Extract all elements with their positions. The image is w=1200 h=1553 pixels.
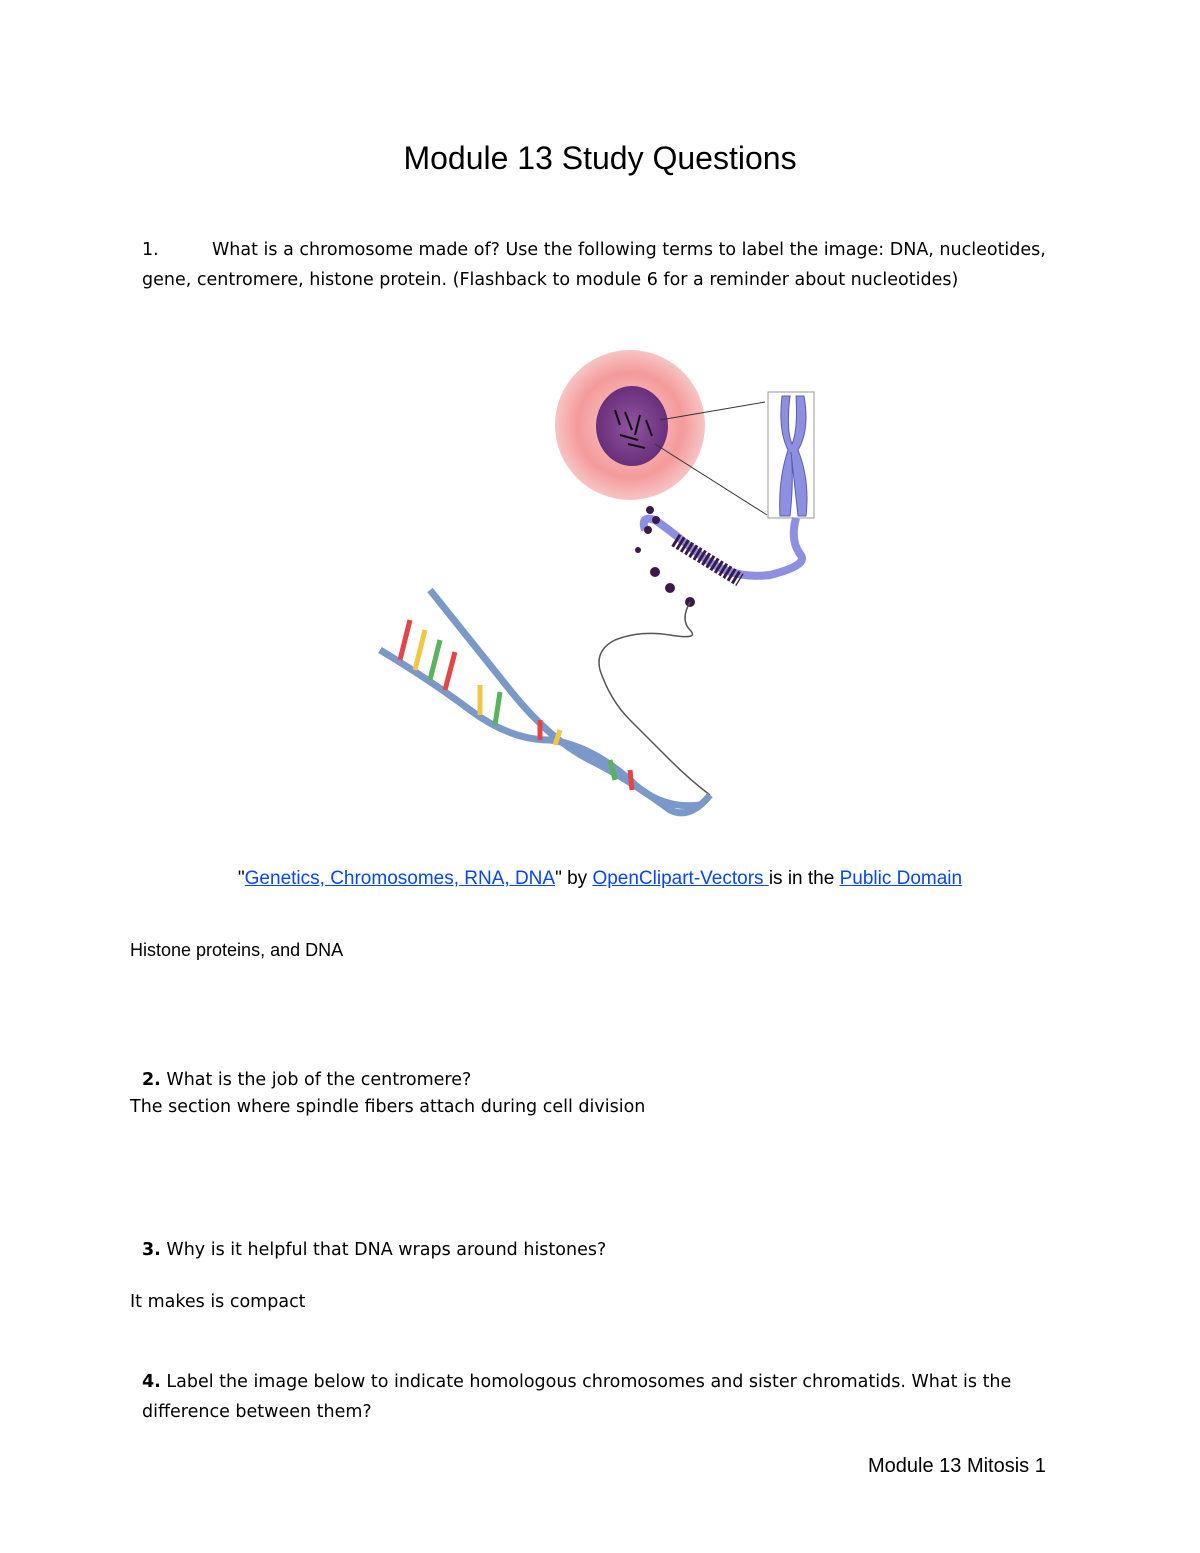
question-1-number: 1. bbox=[142, 240, 159, 260]
answer-1: Histone proteins, and DNA bbox=[130, 940, 344, 960]
question-2-text: What is the job of the centromere? bbox=[160, 1070, 472, 1090]
question-4 bbox=[142, 1367, 1062, 1427]
question-1 bbox=[142, 235, 1062, 295]
figure-caption bbox=[200, 866, 1000, 892]
page-footer: Module 13 Mitosis 1 bbox=[868, 1455, 1046, 1477]
caption-link-title[interactable]: Genetics, Chromosomes, RNA, DNA bbox=[244, 868, 556, 889]
chromosome-dna-figure bbox=[370, 340, 840, 840]
question-4-text: Label the image below to indicate homologous chromosomes and sister chromatids. What is the difference between them? bbox=[142, 1372, 1012, 1422]
caption-link-license[interactable]: Public Domain bbox=[839, 868, 963, 889]
chromosome-shape bbox=[780, 396, 807, 516]
caption-mid: is in the bbox=[768, 868, 840, 889]
nucleus-shape bbox=[596, 386, 668, 466]
question-1-text: What is a chromosome made of? Use the following terms to label the image: DNA, nucleotides, gene, centromere, histone protein. (Flashback to module 6 for a reminder about nucleotides) bbox=[142, 240, 1046, 290]
double-helix bbox=[380, 590, 710, 813]
page-title: Module 13 Study Questions bbox=[403, 140, 797, 176]
caption-by: " by bbox=[555, 868, 593, 889]
question-3 bbox=[142, 1235, 606, 1265]
caption-link-author[interactable]: OpenClipart-Vectors bbox=[592, 868, 769, 889]
question-3-text: Why is it helpful that DNA wraps around histones? bbox=[160, 1240, 607, 1260]
caption-quote: " bbox=[237, 868, 245, 889]
question-2-number: 2. bbox=[142, 1070, 161, 1090]
question-3-number: 3. bbox=[142, 1240, 161, 1260]
question-2 bbox=[142, 1065, 471, 1095]
answer-2: The section where spindle fibers attach during cell division bbox=[130, 1097, 646, 1117]
answer-3: It makes is compact bbox=[130, 1292, 306, 1312]
question-4-number: 4. bbox=[142, 1372, 161, 1392]
